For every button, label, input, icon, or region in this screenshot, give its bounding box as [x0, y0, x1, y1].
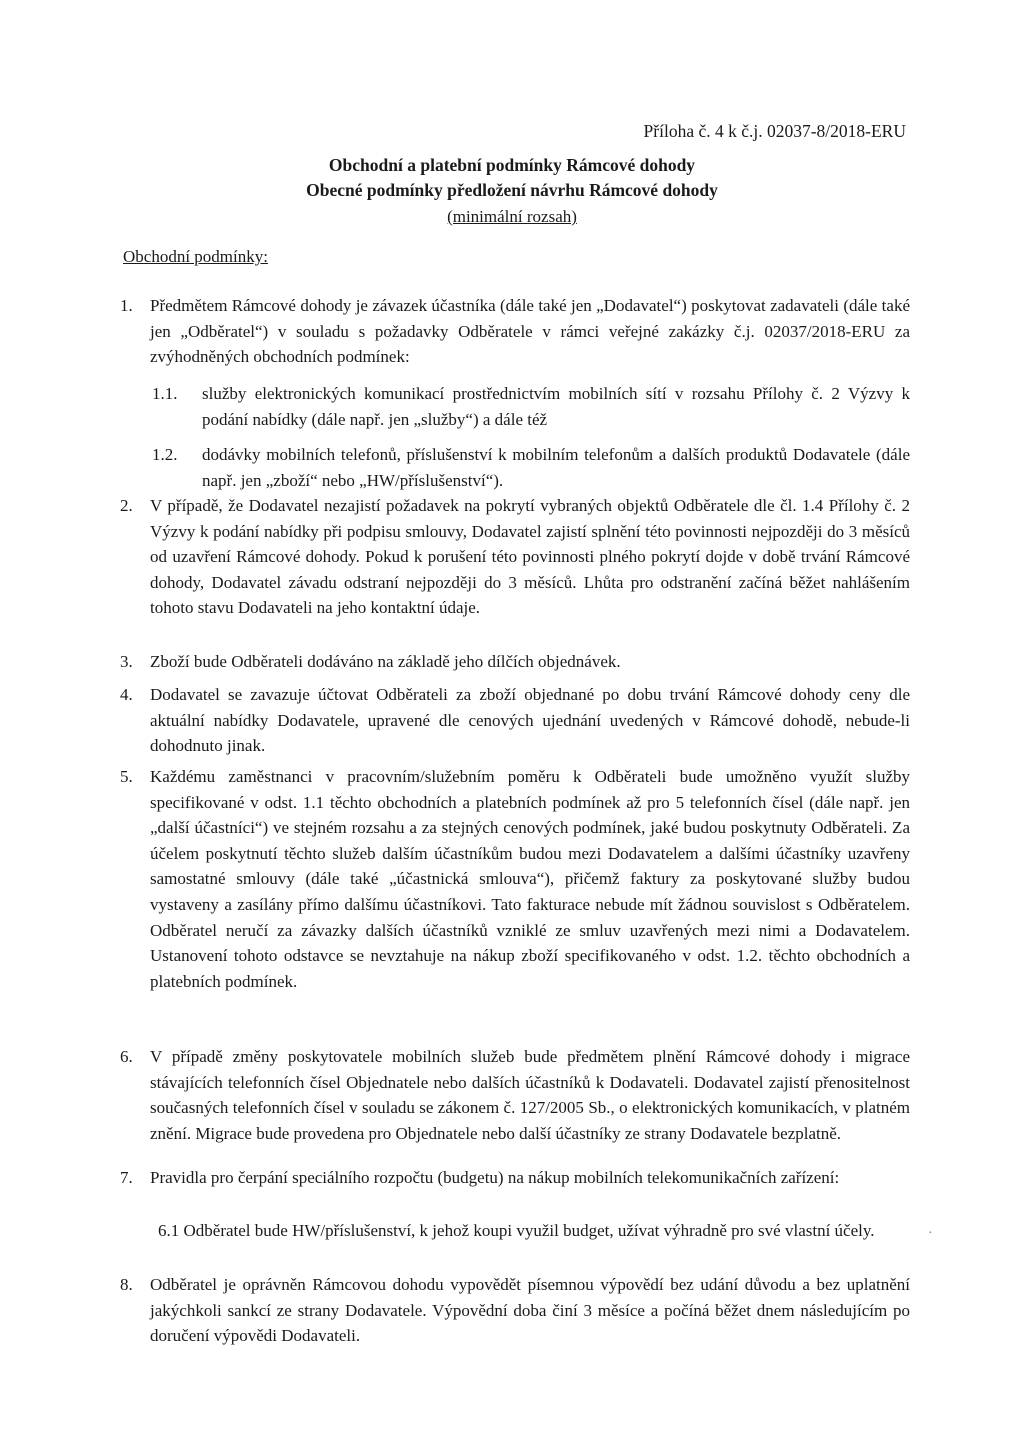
- clause-1: [120, 293, 910, 370]
- clause-3: [120, 649, 910, 675]
- clause-text: Dodavatel se zavazuje účtovat Odběrateli za zboží objednané po dobu trvání Rámcové dohody ceny dle aktuální nabídky Dodavatele, upravené dle cenových ujednání uvedených v Rámcové dohodě, nebude-li dohodnuto jinak.: [150, 685, 910, 756]
- clause-text: Předmětem Rámcové dohody je závazek účastníka (dále také jen „Dodavatel“) poskytovat zadavateli (dále také jen „Odběratel“) v souladu s požadavky Odběratele v rámci veřejné zakázky č.j. 02037/2018-ERU za zvýhodněných obchodních podmínek:: [150, 296, 910, 367]
- clause-1-2: [152, 442, 910, 493]
- section-title: Obchodní podmínky:: [123, 247, 268, 266]
- clause-text: Pravidla pro čerpání speciálního rozpočtu (budgetu) na nákup mobilních telekomunikačních zařízení:: [150, 1168, 840, 1187]
- clause-2: [120, 493, 910, 621]
- clause-number: 2.: [120, 496, 133, 515]
- clause-8: [120, 1272, 910, 1349]
- clause-7-1: 6.1 Odběratel bude HW/příslušenství, k jehož koupi využil budget, užívat výhradně pro své vlastní účely.: [158, 1221, 875, 1240]
- clause-number: 1.: [120, 296, 133, 315]
- document-subtitle: Obecné podmínky předložení návrhu Rámcové dohody: [306, 180, 718, 200]
- clause-text: Odběratel je oprávněn Rámcovou dohodu vypovědět písemnou výpovědí bez udání důvodu a bez uplatnění jakýchkoli sankcí ze strany Dodavatele. Výpovědní doba činí 3 měsíce a počíná běžet dnem následujícím po doručení výpovědi Dodavateli.: [150, 1275, 910, 1346]
- clause-text: Zboží bude Odběrateli dodáváno na základě jeho dílčích objednávek.: [150, 652, 621, 671]
- clause-number: 4.: [120, 685, 133, 704]
- clause-1-1: [152, 381, 910, 432]
- clause-5: [120, 764, 910, 994]
- clause-4: [120, 682, 910, 759]
- clause-text: Každému zaměstnanci v pracovním/služebním poměru k Odběrateli bude umožněno využít služby specifikované v odst. 1.1 těchto obchodních a platebních podmínek až pro 5 telefonních čísel (dále např. jen „další účastníci“) ve stejném rozsahu a za stejných cenových podmínek, jaké budou poskytnuty Odběrateli. Za účelem poskytnutí těchto služeb dalším účastníkům budou mezi Dodavatelem a dalšími účastníky uzavřeny samostatné smlouvy (dále také „účastnická smlouva“), přičemž faktury za poskytované služby budou vystaveny a zasílány přímo dalšímu účastníkovi. Tato fakturace nebude mít žádnou souvislost s Odběratelem. Odběratel neručí za závazky dalších účastníků vzniklé ze smluv uzavřených mezi nimi a Dodavatelem. Ustanovení tohoto odstavce se nevztahuje na nákup zboží specifikovaného v odst. 1.2. těchto obchodních a platebních podmínek.: [150, 767, 910, 991]
- clause-number: 5.: [120, 767, 133, 786]
- clause-number: 6.: [120, 1047, 133, 1066]
- clause-text: V případě změny poskytovatele mobilních služeb bude předmětem plnění Rámcové dohody i migrace stávajících telefonních čísel Objednatele nebo dalších účastníků k Dodavateli. Dodavatel zajistí přenositelnost současných telefonních čísel v souladu se zákonem č. 127/2005 Sb., o elektronických komunikacích, v platném znění. Migrace bude provedena pro Objednatele nebo další účastníky ze strany Dodavatele bezplatně.: [150, 1047, 910, 1143]
- clause-number: 3.: [120, 652, 133, 671]
- reference-number: Příloha č. 4 k č.j. 02037-8/2018-ERU: [643, 121, 906, 141]
- clause-number: 1.2.: [152, 445, 178, 464]
- clause-6: [120, 1044, 910, 1146]
- clause-number: 1.1.: [152, 384, 178, 403]
- clause-number: 7.: [120, 1168, 133, 1187]
- clause-text: dodávky mobilních telefonů, příslušenství k mobilním telefonům a dalších produktů Dodavatele (dále např. jen „zboží“ nebo „HW/příslušenství“).: [202, 445, 910, 490]
- clause-text: V případě, že Dodavatel nezajistí požadavek na pokrytí vybraných objektů Odběratele dle čl. 1.4 Přílohy č. 2 Výzvy k podání nabídky při podpisu smlouvy, Dodavatel zajistí splnění této povinnosti nejpozději do 3 měsíců od uzavření Rámcové dohody. Pokud k porušení této povinnosti plného pokrytí dojde v době trvání Rámcové dohody, Dodavatel závadu odstraní nejpozději do 3 měsíců. Lhůta pro odstranění začíná běžet nahlášením tohoto stavu Dodavateli na jeho kontaktní údaje.: [150, 496, 910, 618]
- clause-7: [120, 1165, 910, 1191]
- document-title: Obchodní a platební podmínky Rámcové dohody: [328, 155, 696, 175]
- clause-number: 8.: [120, 1275, 133, 1294]
- clause-text: služby elektronických komunikací prostřednictvím mobilních sítí v rozsahu Přílohy č. 2 Výzvy k podání nabídky (dále např. jen „služby“) a dále též: [202, 384, 910, 429]
- document-scope-note: (minimální rozsah): [447, 207, 577, 226]
- margin-mark: ·: [928, 1226, 933, 1241]
